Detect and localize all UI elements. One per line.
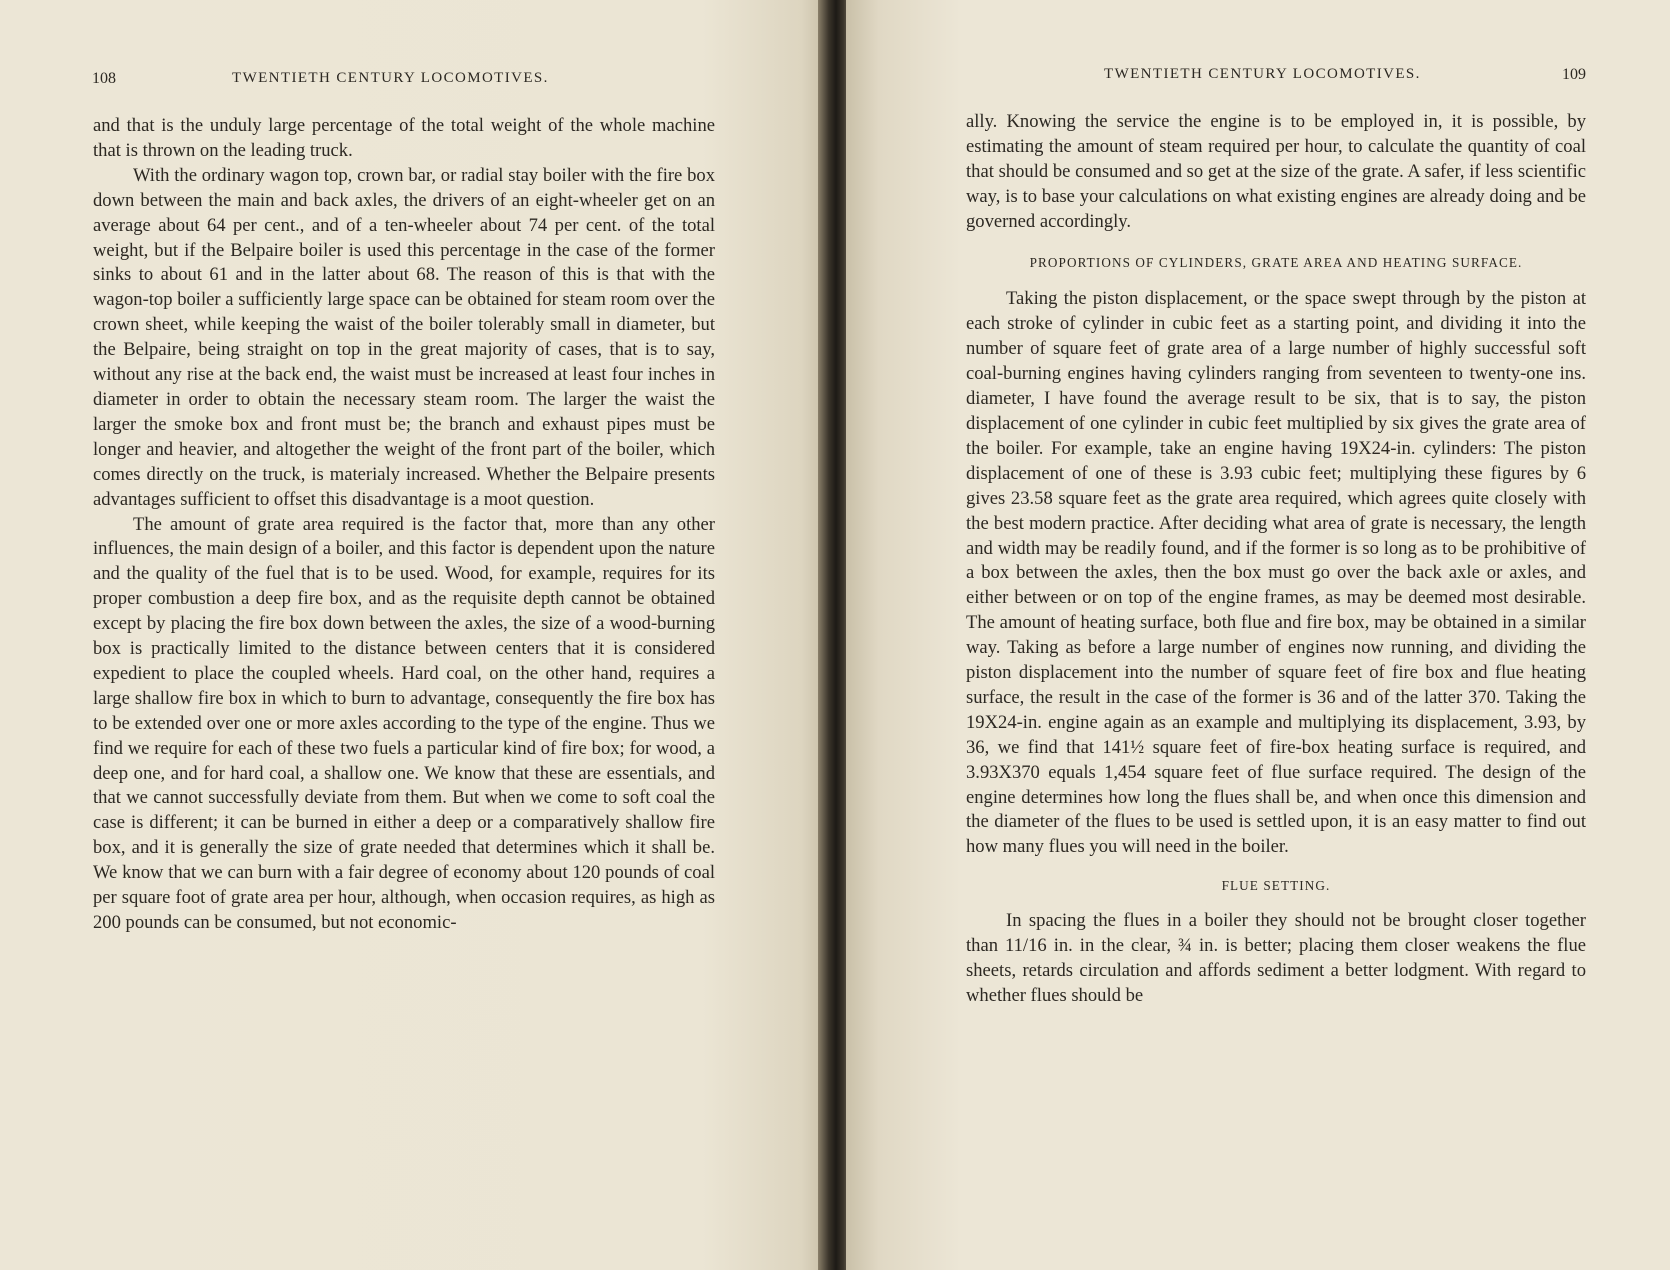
section-heading-flue-setting: FLUE SETTING. — [1221, 878, 1331, 894]
right-opening-paragraph: ally. Knowing the service the engine is to be employed in, it is possible, by estimating the amount of steam required per hour, to calculate the quantity of coal that should be consumed and so get at the size of the grate. A safer, if less scientific way, is to base your calculations on what existing engines are already doing and be governed accordingly. — [966, 111, 1586, 232]
right-page — [846, 0, 1670, 1270]
left-page-number: 108 — [92, 70, 116, 87]
section-heading-proportions: PROPORTIONS OF CYLINDERS, GRATE AREA AND HEATING SURFACE. — [1029, 254, 1523, 270]
right-page-body — [966, 110, 1586, 1009]
right-page-number: 109 — [1562, 66, 1586, 83]
left-paragraph-2: With the ordinary wagon top, crown bar, or radial stay boiler with the fire box down between the main and back axles, the drivers of an eight-wheeler get on an average about 64 per cent., and of a ten-wheeler about 74 per cent. of the total weight, but if the Belpaire boiler is used this percentage in the case of the former sinks to about 61 and in the latter about 68. The reason of this is that with the wagon-top boiler a sufficiently large space can be obtained for steam room over the crown sheet, while keeping the waist of the boiler tolerably small in diameter, but the Belpaire, being straight on top in the great majority of cases, that is to say, without any rise at the back end, the waist must be increased at least four inches in diameter in order to obtain the necessary steam room. The larger the waist the larger the smoke box and front must be; the branch and exhaust pipes must be longer and heavier, and altogether the weight of the front part of the boiler, which comes directly on the truck, is materialy increased. Whether the Belpaire presents advantages sufficient to offset this disadvantage is a moot question. — [93, 164, 715, 510]
left-page — [0, 0, 826, 1270]
right-running-head: TWENTIETH CENTURY LOCOMOTIVES. — [1104, 66, 1421, 82]
left-paragraph-1: and that is the unduly large percentage of the total weight of the whole machine that is thrown on the leading truck. — [93, 115, 715, 161]
left-paragraph-3: The amount of grate area required is the factor that, more than any other influences, the main design of a boiler, and this factor is dependent upon the nature and the quality of the fuel that is to be used. Wood, for example, requires for its proper combustion a deep fire box, and as the requisite depth cannot be obtained except by placing the fire box down between the axles, the size of a wood-burning box is practically limited to the distance between centers that it is considered expedient to place the coupled wheels. Hard coal, on the other hand, requires a large shallow fire box in which to burn to advantage, consequently the fire box has to be extended over one or more axles according to the type of the engine. Thus we find we require for each of these two fuels a particular kind of fire box; for wood, a deep one, and for hard coal, a shallow one. We know that these are essentials, and that we cannot successfully deviate from them. But when we come to soft coal the case is different; it can be burned in either a deep or a comparatively shallow fire box, and it is generally the size of grate needed that determines which it shall be. We know that we can burn with a fair degree of economy about 120 pounds of coal per square foot of grate area per hour, although, when occasion requires, as high as 200 pounds can be consumed, but not economic- — [93, 513, 715, 933]
right-section-1-paragraph: Taking the piston displacement, or the space swept through by the piston at each stroke of cylinder in cubic feet as a starting point, and dividing it into the number of square feet of grate area of a large number of highly successful soft coal-burning engines having cylinders ranging from seventeen to twenty-one ins. diameter, I have found the average result to be six, that is to say, the piston displacement of one cylinder in cubic feet multiplied by six gives the grate area of the boiler. For example, take an engine having 19X24-in. cylinders: The piston displacement of one of these is 3.93 cubic feet; multiplying these figures by 6 gives 23.58 square feet as the grate area required, which agrees quite closely with the best modern practice. After deciding what area of grate is necessary, the length and width may be readily found, and if the former is so long as to be prohibitive of a box between the axles, then the box must go over the back axle or axles, and either between or on top of the engine frames, as may be deemed most desirable. The amount of heating surface, both flue and fire box, may be obtained in a similar way. Taking as before a large number of engines now running, and dividing the piston displacement into the number of square feet of fire box and flue heating surface, the result in the case of the former is 36 and of the latter 370. Taking the 19X24-in. engine again as an example and multiplying its displacement, 3.93, by 36, we find that 141½ square feet of fire-box heating surface is required, and 3.93X370 equals 1,454 square feet of flue surface required. The design of the engine determines how long the flues shall be, and when once this dimension and the diameter of the flues to be used is settled upon, it is an easy matter to find out how many flues you will need in the boiler. — [966, 288, 1586, 858]
left-page-body — [93, 114, 715, 936]
right-section-2-paragraph: In spacing the flues in a boiler they should not be brought closer together than 11/16 in. in the clear, ¾ in. is better; placing them closer weakens the flue sheets, retards circulation and affords sediment a better lodgment. With regard to whether flues should be — [966, 910, 1586, 1006]
left-running-head: TWENTIETH CENTURY LOCOMOTIVES. — [232, 70, 549, 86]
